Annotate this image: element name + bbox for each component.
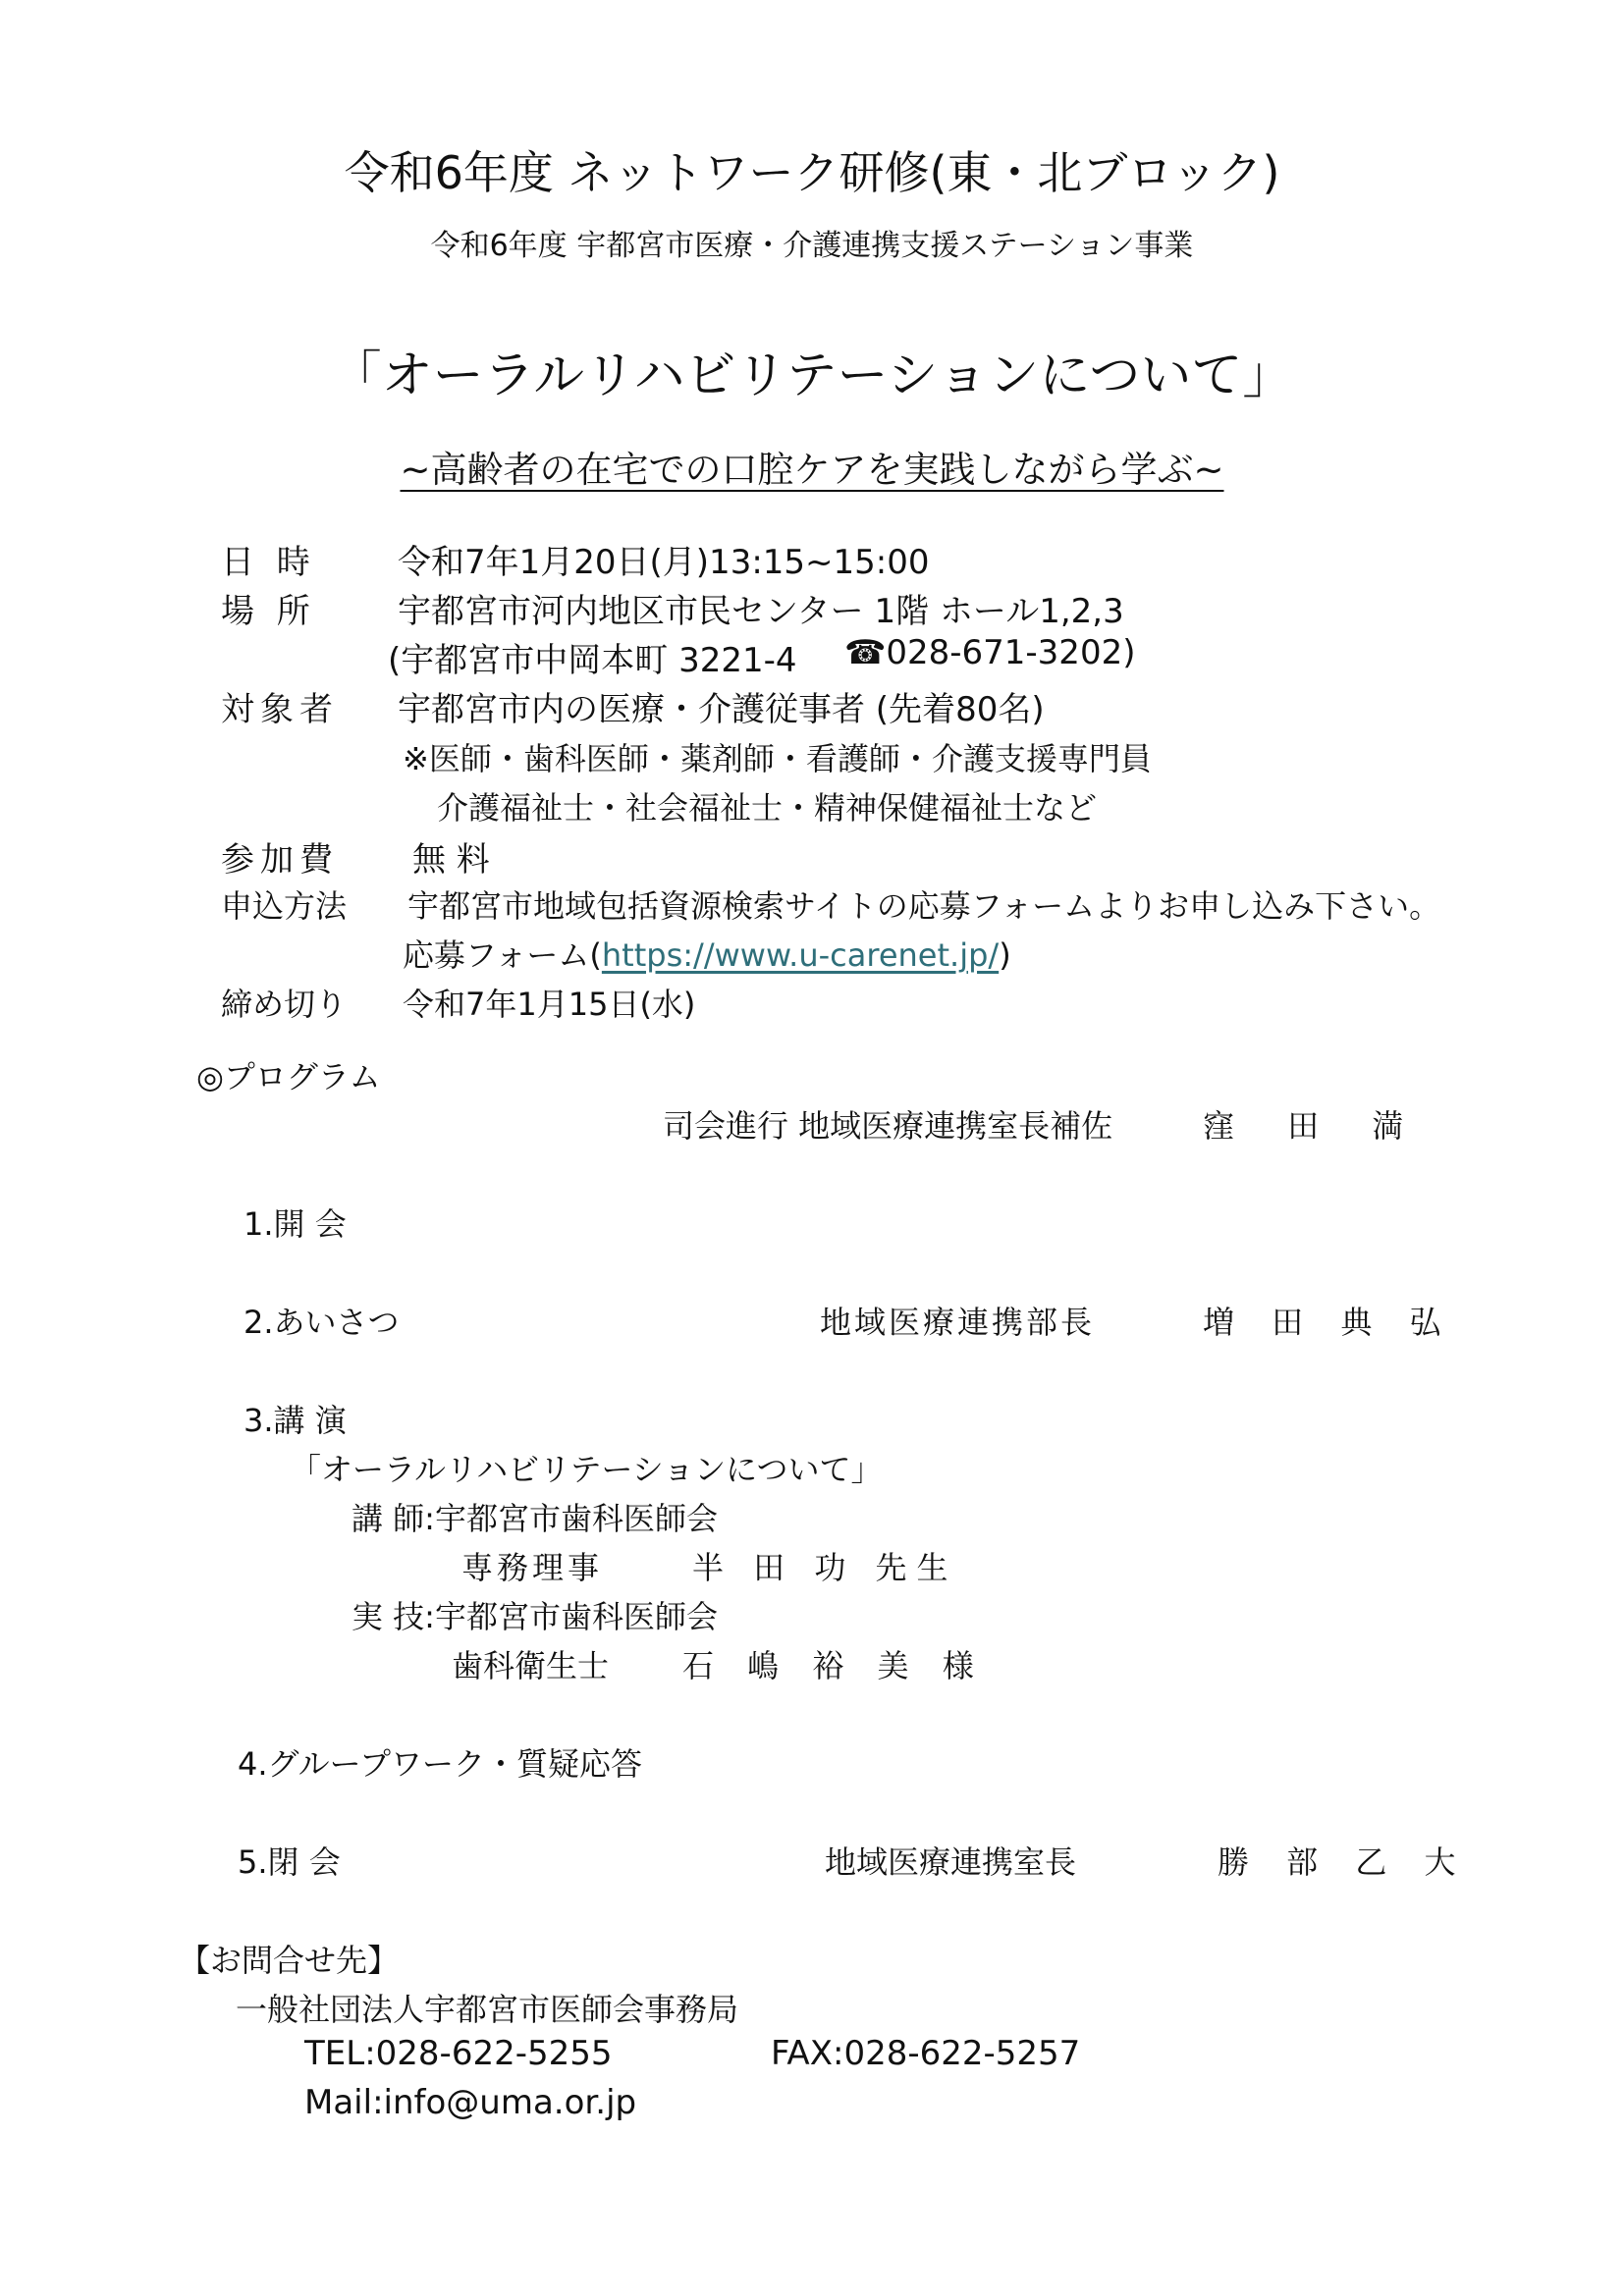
- mc-name: 窪 田 満: [1203, 1107, 1426, 1145]
- place-address: (宇都宮市中岡本町 3221-4: [388, 641, 797, 680]
- target-value: 宇都宮市内の医療・介護従事者 (先着80名): [398, 690, 1045, 729]
- program-item-5-name: 勝 部 乙 大: [1218, 1843, 1470, 1881]
- page-subtitle: 令和6年度 宇都宮市医療・介護連携支援ステーション事業: [430, 229, 1194, 263]
- practice-role: 歯科衛生士: [452, 1647, 610, 1684]
- program-item-2: 2.あいさつ: [244, 1304, 400, 1341]
- contact-heading: 【お問合せ先】: [179, 1942, 400, 1979]
- tagline-text: ~高齢者の在宅での口腔ケアを実践しながら学ぶ~: [400, 449, 1224, 491]
- apply-form-prefix: 応募フォーム(: [403, 936, 602, 974]
- program-item-3: 3.講 演: [244, 1402, 347, 1439]
- date-value: 令和7年1月20日(月)13:15~15:00: [398, 543, 930, 582]
- place-label: 場 所: [221, 592, 316, 631]
- lecturer-line: 講 師:宇都宮市歯科医師会: [352, 1500, 718, 1537]
- apply-form-suffix: ): [999, 936, 1011, 974]
- apply-label: 申込方法: [221, 887, 348, 925]
- apply-form-link[interactable]: https://www.u-carenet.jp/: [601, 936, 1000, 974]
- lecture-title: 「オーラルリハビリテーションについて」: [330, 347, 1294, 405]
- program-item-2-role: 地域医療連携部長: [820, 1304, 1096, 1341]
- fee-value: 無 料: [412, 840, 490, 880]
- program-item-2-name: 増 田 典 弘: [1203, 1304, 1455, 1341]
- contact-tel: TEL:028-622-5255: [304, 2034, 613, 2073]
- deadline-label: 締め切り: [221, 986, 348, 1023]
- program-item-4: 4.グループワーク・質疑応答: [238, 1745, 642, 1783]
- practice-name: 石 嶋 裕 美 様: [682, 1647, 986, 1684]
- lecturer-role: 専務理事: [461, 1549, 604, 1586]
- tagline: [0, 440, 1624, 493]
- program-item-5-role: 地域医療連携室長: [825, 1843, 1077, 1881]
- contact-org: 一般社団法人宇都宮市医師会事務局: [236, 1991, 739, 2028]
- target-note-2: 介護福祉士・社会福祉士・精神保健福祉士など: [437, 789, 1098, 827]
- mc-role: 司会進行 地域医療連携室長補佐: [663, 1107, 1113, 1145]
- place-phone: ☎028-671-3202): [844, 633, 1136, 672]
- program-item-1: 1.開 会: [244, 1205, 347, 1243]
- contact-mail: Mail:info@uma.or.jp: [304, 2083, 637, 2122]
- program-heading: ◎プログラム: [196, 1058, 381, 1095]
- program-item-3-title: 「オーラルリハビリテーションについて」: [290, 1451, 883, 1488]
- contact-fax: FAX:028-622-5257: [771, 2034, 1081, 2073]
- date-label: 日 時: [221, 543, 316, 582]
- apply-form-line: [403, 931, 1011, 976]
- target-note-1: ※医師・歯科医師・薬剤師・看護師・介護支援専門員: [403, 740, 1152, 777]
- fee-label: 参加費: [221, 840, 339, 880]
- deadline-value: 令和7年1月15日(水): [403, 986, 696, 1023]
- program-item-5: 5.閉 会: [238, 1843, 341, 1881]
- place-value: 宇都宮市河内地区市民センター 1階 ホール1,2,3: [398, 592, 1124, 631]
- apply-value: 宇都宮市地域包括資源検索サイトの応募フォームよりお申し込み下さい。: [407, 887, 1441, 925]
- practice-line: 実 技:宇都宮市歯科医師会: [352, 1598, 718, 1635]
- target-label: 対象者: [221, 690, 339, 729]
- lecturer-name: 半 田 功 先生: [692, 1549, 958, 1586]
- page-title: 令和6年度 ネットワーク研修(東・北ブロック): [344, 146, 1280, 199]
